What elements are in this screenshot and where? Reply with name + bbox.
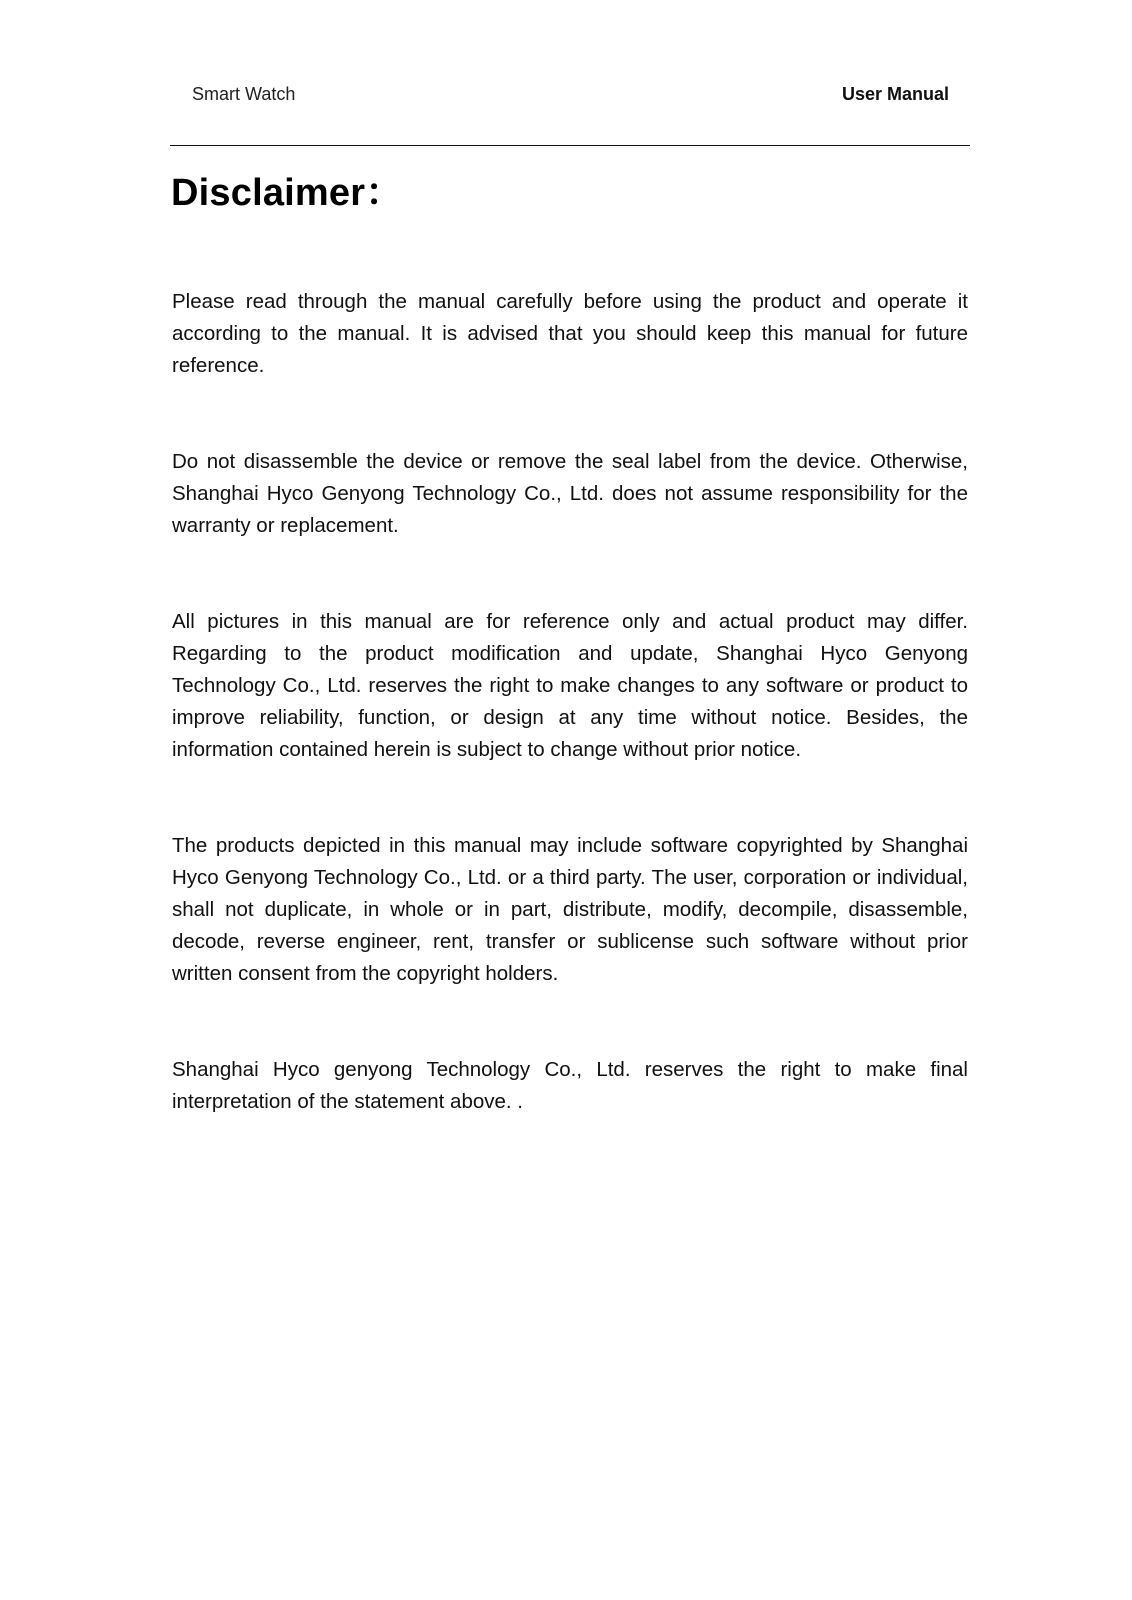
disclaimer-body	[172, 286, 968, 1182]
disclaimer-paragraph-software-copyright: The products depicted in this manual may include software copyrighted by Shanghai Hyco Genyong Technology Co., Ltd. or a third party. The user, corporation or individual, shall not duplicate, in whole or in part, distribute, modify, decompile, disassemble, decode, reverse engineer, rent, transfer or sublicense such software without prior written consent from the copyright holders.	[172, 834, 968, 985]
disclaimer-paragraph-interpretation: Shanghai Hyco genyong Technology Co., Ltd. reserves the right to make final interpretation of the statement above. .	[172, 1058, 968, 1113]
page-title: Disclaimer：	[171, 172, 404, 214]
disclaimer-paragraph-read-manual: Please read through the manual carefully before using the product and operate it according to the manual. It is advised that you should keep this manual for future reference.	[172, 290, 968, 377]
disclaimer-paragraph-disassembly: Do not disassemble the device or remove the seal label from the device. Otherwise, Shanghai Hyco Genyong Technology Co., Ltd. does not assume responsibility for the warranty or replacement.	[172, 450, 968, 537]
header-document-type: User Manual	[841, 84, 949, 104]
header-divider	[170, 145, 970, 146]
header-product-name: Smart Watch	[192, 84, 296, 104]
disclaimer-paragraph-pictures: All pictures in this manual are for reference only and actual product may differ. Regarding to the product modification and update, Shanghai Hyco Genyong Technology Co., Ltd. reserves the right to make changes to any software or product to improve reliability, function, or design at any time without notice. Besides, the information contained herein is subject to change without prior notice.	[172, 610, 968, 761]
